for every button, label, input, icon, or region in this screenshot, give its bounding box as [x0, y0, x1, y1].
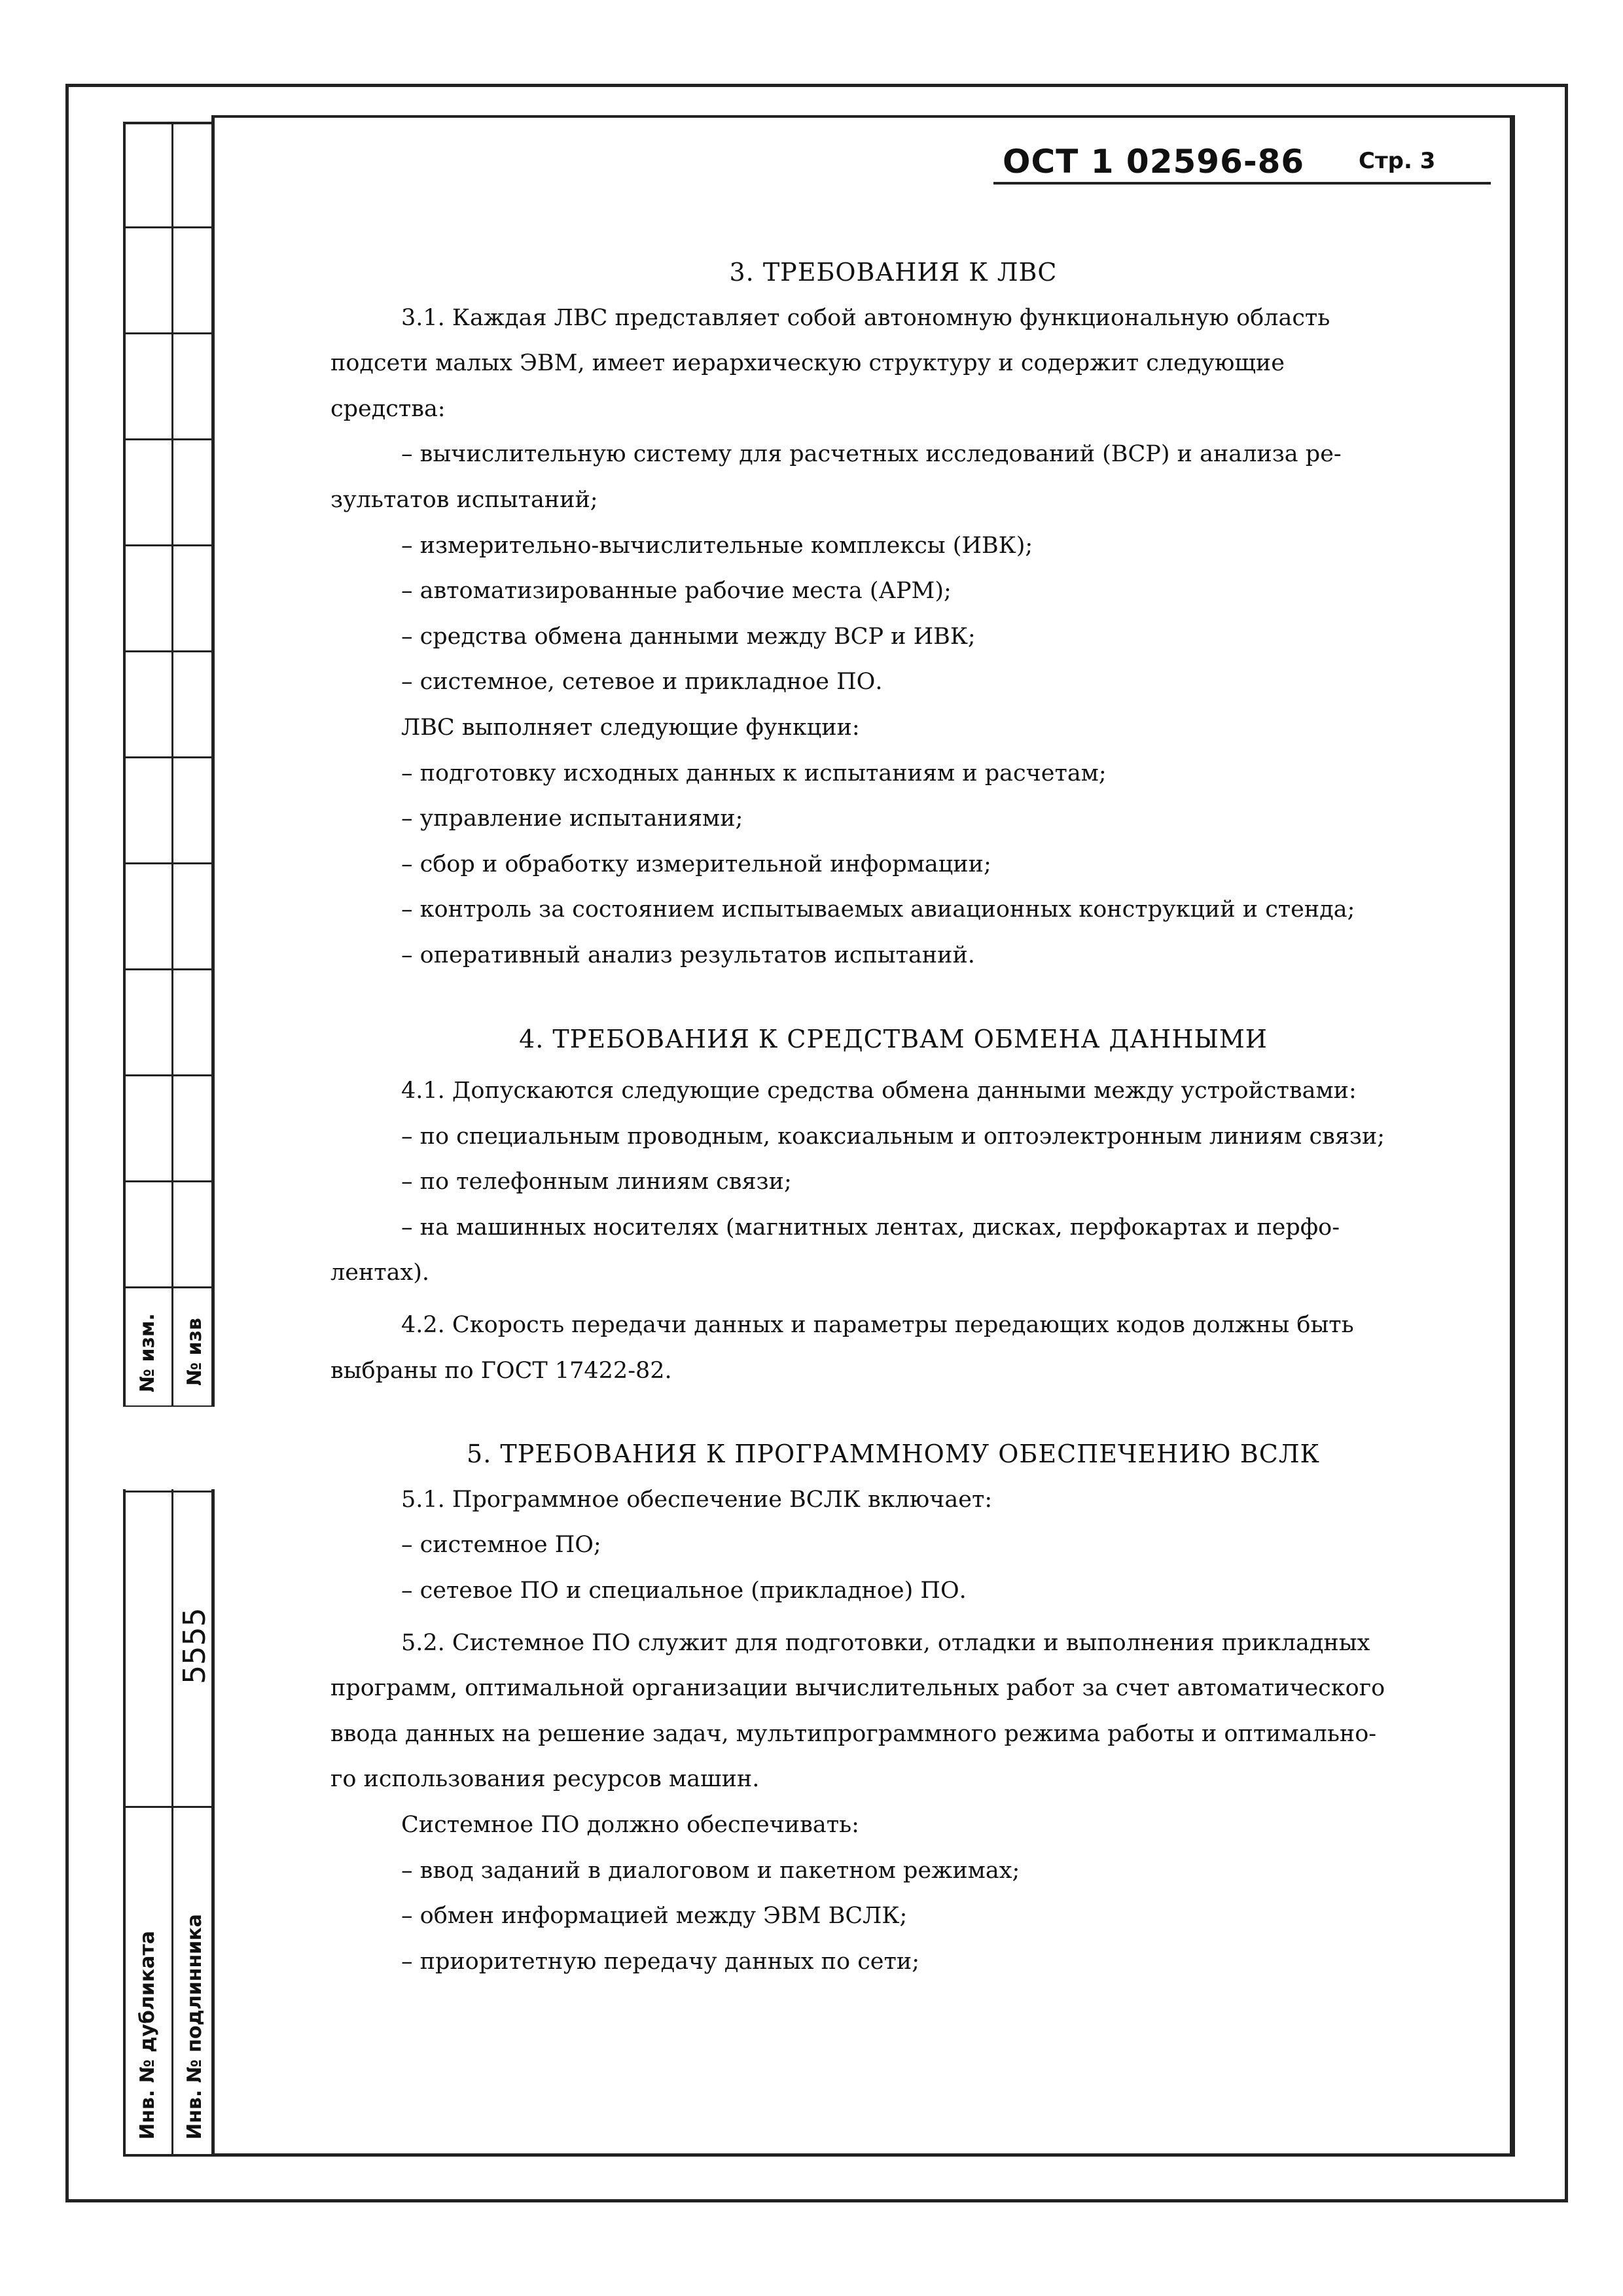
paragraph-line: 4.2. Скорость передачи данных и параметры передающих кодов должны быть	[401, 1312, 1354, 1339]
side-stamp-divider	[171, 122, 173, 2157]
list-item: – системное, сетевое и прикладное ПО.	[401, 669, 883, 696]
list-item: – обмен информацией между ЭВМ ВСЛК;	[401, 1903, 908, 1930]
page-number: Стр. 3	[1359, 148, 1436, 174]
stamp-cell-line	[123, 1491, 211, 1492]
stamp-cell-line	[123, 332, 211, 334]
paragraph-line: средства:	[330, 395, 446, 422]
stamp-cell-line	[123, 650, 211, 652]
stamp-gap	[120, 1407, 215, 1489]
list-item: – по телефонным линиям связи;	[401, 1169, 792, 1195]
paragraph-line: программ, оптимальной организации вычислительных работ за счет автоматического	[330, 1675, 1385, 1702]
stamp-cell-line	[123, 1286, 211, 1288]
header-rule	[993, 182, 1491, 185]
paragraph-line: 5.2. Системное ПО служит для подготовки, отладки и выполнения прикладных	[401, 1629, 1370, 1656]
original-inv-value: 5555	[177, 1607, 212, 1684]
stamp-cell-line	[123, 226, 211, 228]
list-item: – сбор и обработку измерительной информации;	[401, 851, 991, 877]
list-item: – системное ПО;	[401, 1532, 601, 1559]
list-item: – вычислительную систему для расчетных исследований (ВСР) и анализа ре-	[401, 441, 1342, 468]
list-item: – средства обмена данными между ВСР и ИВК;	[401, 623, 976, 650]
change-no-label: № изм.	[136, 1313, 159, 1392]
paragraph-line: Системное ПО должно обеспечивать:	[401, 1812, 859, 1838]
list-item: – оперативный анализ результатов испытаний.	[401, 942, 975, 968]
list-item: – приоритетную передачу данных по сети;	[401, 1948, 919, 1975]
section-4-title: 4. ТРЕБОВАНИЯ К СРЕДСТВАМ ОБМЕНА ДАННЫМИ	[519, 1024, 1268, 1053]
list-item: – ввод заданий в диалоговом и пакетном режимах;	[401, 1857, 1020, 1884]
stamp-cell-line	[123, 756, 211, 758]
list-item: – измерительно-вычислительные комплексы (ИВК);	[401, 532, 1033, 559]
list-item: – на машинных носителях (магнитных лентах, дисках, перфокартах и перфо-	[401, 1214, 1340, 1241]
stamp-cell-line	[123, 862, 211, 864]
paragraph-line: подсети малых ЭВМ, имеет иерархическую структуру и содержит следующие	[330, 350, 1285, 377]
list-item: – управление испытаниями;	[401, 805, 743, 832]
list-item: зультатов испытаний;	[330, 486, 598, 513]
section-5-title: 5. ТРЕБОВАНИЯ К ПРОГРАММНОМУ ОБЕСПЕЧЕНИЮ ВСЛК	[467, 1439, 1320, 1469]
paragraph-line: 5.1. Программное обеспечение ВСЛК включает:	[401, 1486, 993, 1513]
stamp-cell-line	[123, 968, 211, 970]
stamp-cell-line	[123, 1074, 211, 1076]
stamp-cell-line	[123, 438, 211, 440]
list-item: – подготовку исходных данных к испытаниям и расчетам;	[401, 760, 1107, 786]
side-stamp-strip	[123, 122, 211, 2157]
section-3-title: 3. ТРЕБОВАНИЯ К ЛВС	[729, 258, 1058, 287]
paragraph-line: выбраны по ГОСТ 17422-82.	[330, 1357, 672, 1384]
original-inv-label: Инв. № подлинника	[183, 1914, 206, 2140]
document-body	[330, 250, 1456, 1985]
notice-no-label: № изв	[183, 1318, 206, 1386]
paragraph-line: 4.1. Допускаются следующие средства обмена данными между устройствами:	[401, 1078, 1357, 1104]
paragraph-line: 3.1. Каждая ЛВС представляет собой автономную функциональную область	[401, 304, 1330, 331]
document-code: ОСТ 1 02596-86	[1003, 143, 1305, 181]
list-item: – контроль за состоянием испытываемых авиационных конструкций и стенда;	[401, 896, 1355, 923]
paragraph-line: ввода данных на решение задач, мультипрограммного режима работы и оптимально-	[330, 1720, 1377, 1747]
functions-intro: ЛВС выполняет следующие функции:	[401, 714, 860, 741]
stamp-cell-line	[123, 1180, 211, 1182]
paragraph-line: го использования ресурсов машин.	[330, 1766, 760, 1793]
list-item: – автоматизированные рабочие места (АРМ);	[401, 578, 952, 605]
list-item: лентах).	[330, 1260, 430, 1286]
list-item: – по специальным проводным, коаксиальным и оптоэлектронным линиям связи;	[401, 1123, 1385, 1150]
duplicate-inv-label: Инв. № дубликата	[136, 1930, 159, 2140]
stamp-cell-line	[123, 1806, 211, 1808]
list-item: – сетевое ПО и специальное (прикладное) ПО.	[401, 1578, 967, 1604]
stamp-cell-line	[123, 544, 211, 546]
